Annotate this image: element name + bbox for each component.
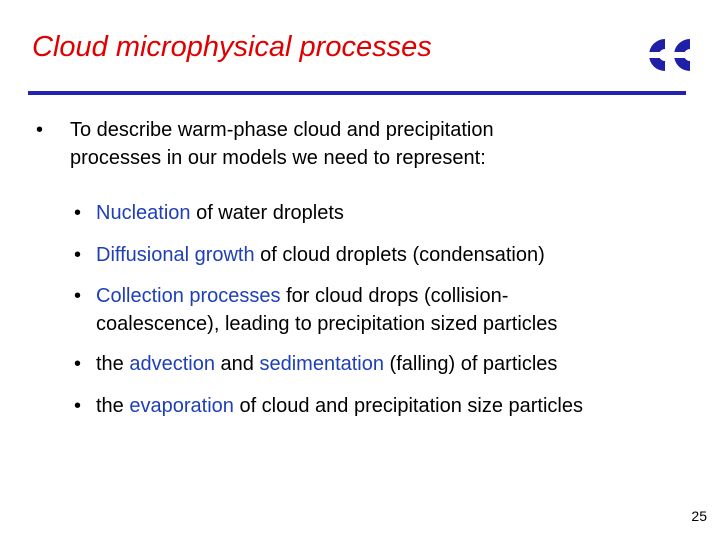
highlight-term: Collection processes xyxy=(96,285,281,307)
item-rest-line-2: coalescence), leading to precipitation sized particles xyxy=(96,313,558,335)
highlight-term: sedimentation xyxy=(259,353,384,375)
item-rest: of cloud droplets (condensation) xyxy=(254,244,545,266)
item-text xyxy=(96,199,344,227)
bullet-marker: • xyxy=(74,202,82,224)
item-text xyxy=(96,241,545,269)
item-text xyxy=(96,392,583,420)
intro-text xyxy=(70,116,494,172)
item-middle: and xyxy=(214,353,260,375)
list-item-nucleation xyxy=(74,199,344,227)
intro-bullet xyxy=(36,116,494,172)
intro-line-2: processes in our models we need to represent: xyxy=(70,147,486,169)
list-item-collection xyxy=(74,282,557,338)
slide-title: Cloud microphysical processes xyxy=(32,31,432,63)
item-text xyxy=(96,350,557,378)
highlight-term: evaporation xyxy=(129,395,234,417)
title-divider xyxy=(28,91,686,95)
list-item-diffusional-growth xyxy=(74,241,545,269)
bullet-marker: • xyxy=(36,119,44,141)
bullet-marker: • xyxy=(74,353,82,375)
item-rest: of water droplets xyxy=(190,202,344,224)
item-rest: (falling) of particles xyxy=(384,353,558,375)
list-item-evaporation xyxy=(74,392,583,420)
highlight-term: advection xyxy=(129,353,215,375)
item-rest: of cloud and precipitation size particles xyxy=(233,395,583,417)
page-number: 25 xyxy=(691,508,707,524)
item-prefix: the xyxy=(96,353,130,375)
list-item-advection xyxy=(74,350,557,378)
item-rest: for cloud drops (collision- xyxy=(280,285,509,307)
bullet-marker: • xyxy=(74,285,82,307)
ecmwf-logo-icon xyxy=(636,34,698,76)
item-prefix: the xyxy=(96,395,130,417)
bullet-marker: • xyxy=(74,244,82,266)
highlight-term: Nucleation xyxy=(96,202,191,224)
item-text xyxy=(96,282,557,338)
bullet-marker: • xyxy=(74,395,82,417)
highlight-term: Diffusional growth xyxy=(96,244,255,266)
intro-line-1: To describe warm-phase cloud and precipitation xyxy=(70,119,494,141)
